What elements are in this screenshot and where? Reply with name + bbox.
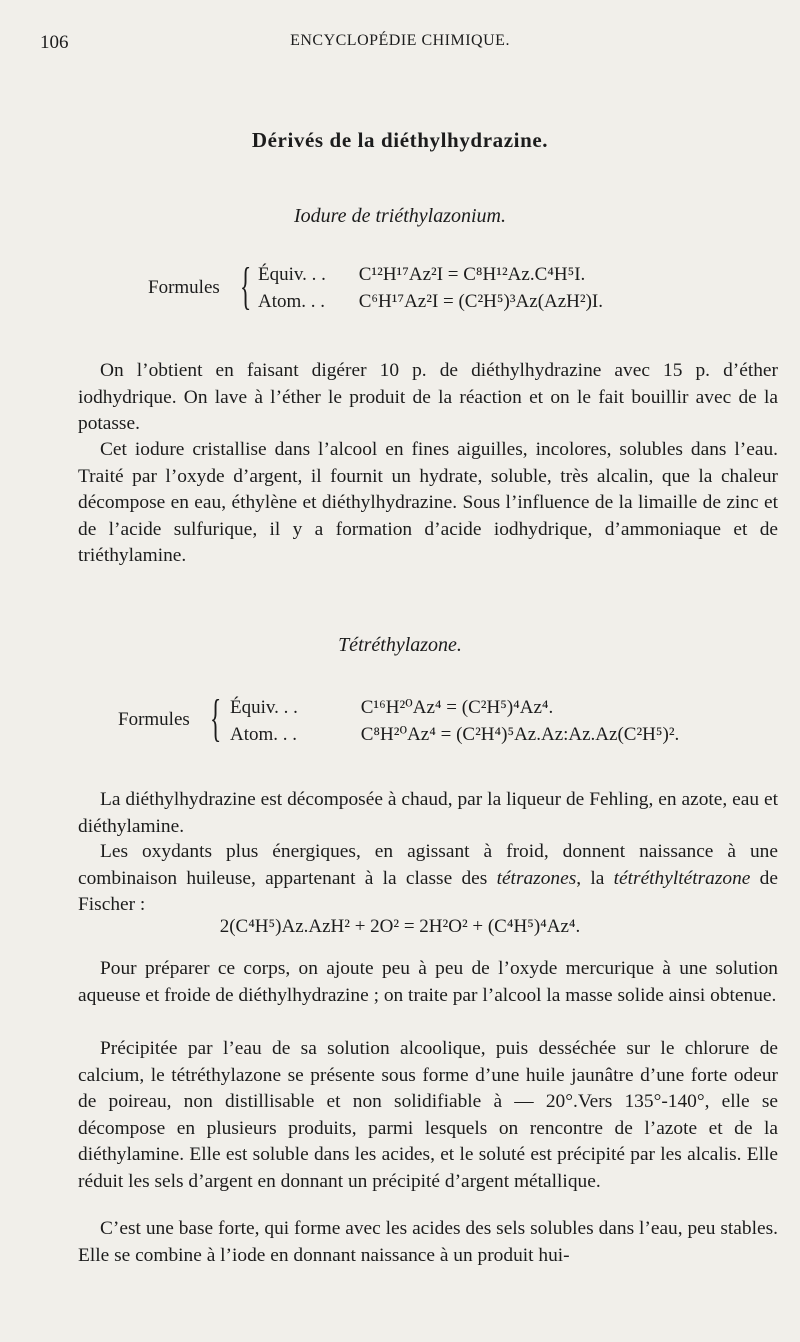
paragraph-base-forte: C’est une base forte, qui forme avec les acides des sels solubles dans l’eau, peu stables. Elle se combine à l’iode en donnant naissance à un produit hui- [78,1218,778,1266]
page-number: 106 [40,32,69,53]
formula-row-equiv [258,264,585,286]
page-header [0,30,800,58]
subsection-title-iodure: Iodure de triéthylazonium. [293,205,506,227]
formula-row-equiv [230,696,553,719]
text-span: de Fischer : [78,867,778,915]
formula-block-iodure [148,260,800,320]
formula-expression: C⁸H²⁰Az⁴ = (C²H⁴)⁵Az.Az:Az.Az(C²H⁵)². [360,724,680,745]
formula-expression: C¹²H¹⁷Az²I = C⁸H¹²Az.C⁴H⁵I. [358,264,586,285]
brace-symbol: { [210,690,222,747]
chemical-equation: 2(C⁴H⁵)Az.AzH² + 2O² = 2H²O² + (C⁴H⁵)⁴Az⁴. [219,916,581,937]
paragraph-properties: Cet iodure cristallise dans l’alcool en fines aiguilles, incolores, solubles dans l’eau. Traité par l’oxyde d’argent, il fournit un hydrate, soluble, très alcalin, que la chaleur décompose en eau, éthylène et diéthylhydrazine. Sous l’influence de la limaille de zinc et de l’acide sulfurique, il y a formation d’acide iodhydrique, d’ammoniaque et de triéthylamine. [78,439,778,566]
formula-row-label: Équiv. . . [258,264,326,285]
paragraph-oxydants [78,839,778,919]
formula-row-label: Atom. . . [230,724,298,745]
paragraph-preparation: On l’obtient en faisant digérer 10 p. de diéthylhydrazine avec 15 p. d’éther iodhydrique. On lave à l’éther le produit de la réaction et on le fait bouillir avec de la potasse. [78,360,778,434]
text-span: , la [576,867,614,889]
formulas-label: Formules [118,709,190,730]
formula-row-label: Atom. . . [258,291,326,312]
paragraph-proprietes-tetrethylazone: Précipitée par l’eau de sa solution alcoolique, puis desséchée sur le chlorure de calcium, le tétréthylazone se présente sous forme d’une huile jaunâtre d’une forte odeur de poireau, non distillisable et non solidifiable à — 20°.Vers 135°-140°, elle se décompose en plusieurs produits, parmi lesquels on rencontre de l’azote et de la diéthylamine. Elle est soluble dans les acides, et le soluté est précipité par les alcalis. Elle réduit les sels d’argent en donnant un précipité d’argent métallique. [78,1038,778,1192]
formula-expression: C¹⁶H²⁰Az⁴ = (C²H⁵)⁴Az⁴. [360,697,554,718]
subsection-title-tetrethylazone: Tétréthylazone. [338,634,462,656]
section-title: Dérivés de la diéthylhydrazine. [251,128,549,152]
formulas-label: Formules [148,277,220,298]
formula-expression: C⁶H¹⁷Az²I = (C²H⁵)³Az(AzH²)I. [358,291,604,312]
formula-row-atom [258,291,603,313]
text-span: Les oxydants plus énergiques, en agissant à froid, donnent naissance à une combinaison huileuse, appartenant à la classe des [78,841,778,889]
brace-symbol: { [240,258,252,315]
formula-row-label: Équiv. . . [230,697,298,718]
paragraph-fehling: La diéthylhydrazine est décomposée à chaud, par la liqueur de Fehling, en azote, eau et diéthylamine. [78,789,778,837]
formula-row-atom [230,723,679,746]
italic-term: tétrazones [496,867,577,889]
italic-term: tétréthyltétrazone [613,867,751,889]
formula-block-tetrethylazone [118,692,798,752]
running-title: ENCYCLOPÉDIE CHIMIQUE. [290,32,510,49]
paragraph-preparation-corps: Pour préparer ce corps, on ajoute peu à peu de l’oxyde mercurique à une solution aqueuse et froide de diéthylhydrazine ; on traite par l’alcool la masse solide ainsi obtenue. [78,958,778,1006]
